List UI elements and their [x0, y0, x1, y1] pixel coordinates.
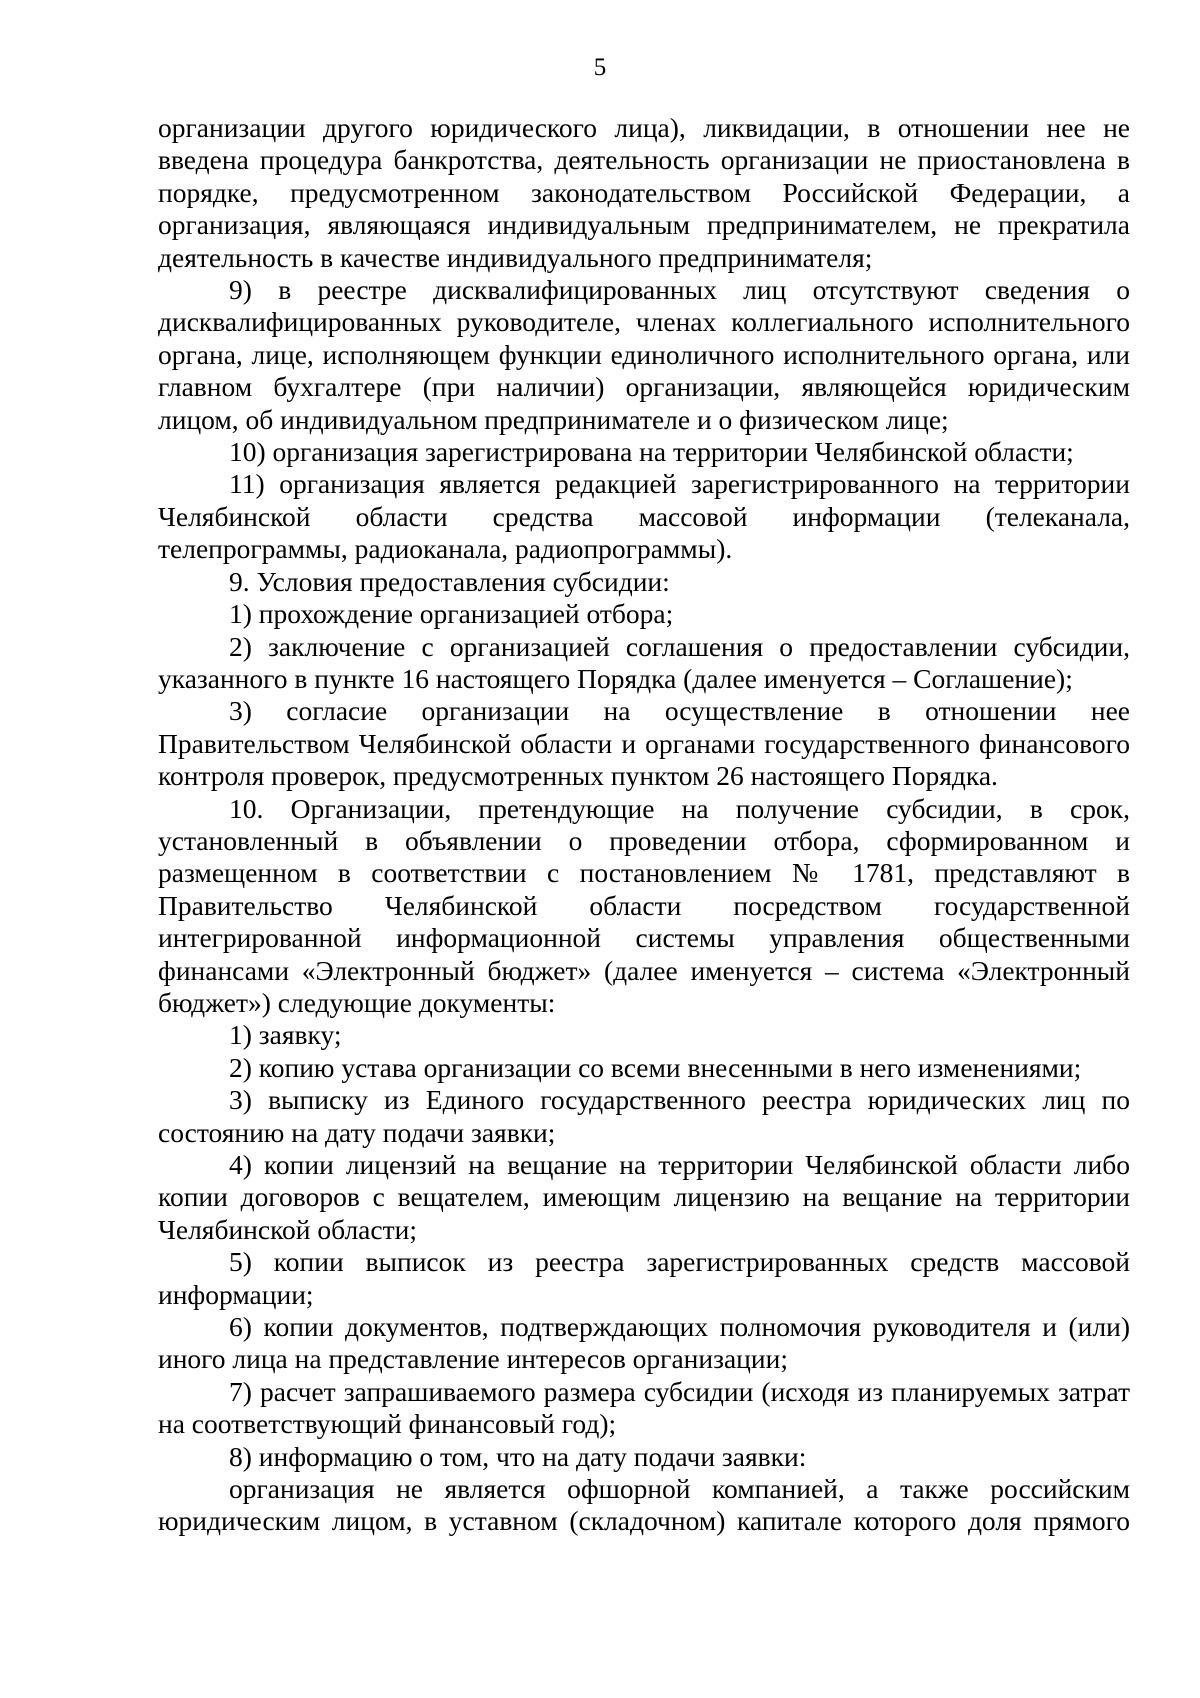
section-10-item-8: 8) информацию о том, что на дату подачи заявки: [229, 1440, 807, 1472]
paragraph-item-9: 9) в реестре дисквалифицированных лиц отсутствуют сведения о дисквалифицированных руководителе, членах коллегиального исполнительного органа, лице, исполняющем функции единоличного исполнительного органа, или главном бухгалтере (при наличии) организации, являющейся юридическим лицом, об индивидуальном предпринимателе и о физическом лице; [158, 274, 1130, 435]
paragraph-continuation: организации другого юридического лица), ликвидации, в отношении нее не введена процедура банкротства, деятельность организации не приостановлена в порядке, предусмотренном законодательством Российской Федерации, а организация, являющаяся индивидуальным предпринимателем, не прекратила деятельность в качестве индивидуального предпринимателя; [158, 112, 1130, 273]
section-9-item-1: 1) прохождение организацией отбора; [229, 598, 674, 630]
section-10-item-4: 4) копии лицензий на вещание на территории Челябинской области либо копии договоров с вещателем, имеющим лицензию на вещание на территории Челябинской области; [158, 1149, 1130, 1245]
page-number: 5 [593, 54, 607, 81]
section-10-item-2: 2) копию устава организации со всеми внесенными в него изменениями; [229, 1051, 1082, 1083]
section-10-item-1: 1) заявку; [229, 1019, 342, 1051]
paragraph-item-11: 11) организация является редакцией зарегистрированного на территории Челябинской области средства массовой информации (телеканала, телепрограммы, радиоканала, радиопрограммы). [158, 468, 1130, 565]
section-10-heading: 10. Организации, претендующие на получение субсидии, в срок, установленный в объявлении о проведении отбора, сформированном и размещенном в соответствии с постановлением № 1781, представляют в Правительство Челябинской области посредством государственной интегрированной информационной системы управления общественными финансами «Электронный бюджет» (далее именуется – система «Электронный бюджет») следующие документы: [158, 792, 1130, 1018]
section-9-item-3: 3) согласие организации на осуществление в отношении нее Правительством Челябинской области и органами государственного финансового контроля проверок, предусмотренных пунктом 26 настоящего Порядка. [158, 695, 1130, 792]
paragraph-item-10: 10) организация зарегистрирована на территории Челябинской области; [229, 436, 1074, 468]
section-9-item-2: 2) заключение с организацией соглашения о предоставлении субсидии, указанного в пункте 16 настоящего Порядка (далее именуется – Соглашение); [158, 630, 1130, 694]
section-10-item-7: 7) расчет запрашиваемого размера субсидии (исходя из планируемых затрат на соответствующий финансовый год); [158, 1375, 1130, 1440]
section-10-item-3: 3) выписку из Единого государственного реестра юридических лиц по состоянию на дату подачи заявки; [158, 1084, 1130, 1148]
section-9-heading: 9. Условия предоставления субсидии: [229, 565, 670, 597]
document-body [158, 112, 1130, 1538]
section-10-item-5: 5) копии выписок из реестра зарегистрированных средств массовой информации; [158, 1246, 1130, 1310]
section-10-item-6: 6) копии документов, подтверждающих полномочия руководителя и (или) иного лица на представление интересов организации; [158, 1311, 1130, 1375]
section-10-item-8-subparagraph: организация не является офшорной компанией, а также российским юридическим лицом, в уставном (складочном) капитале которого доля прямого [158, 1473, 1130, 1537]
